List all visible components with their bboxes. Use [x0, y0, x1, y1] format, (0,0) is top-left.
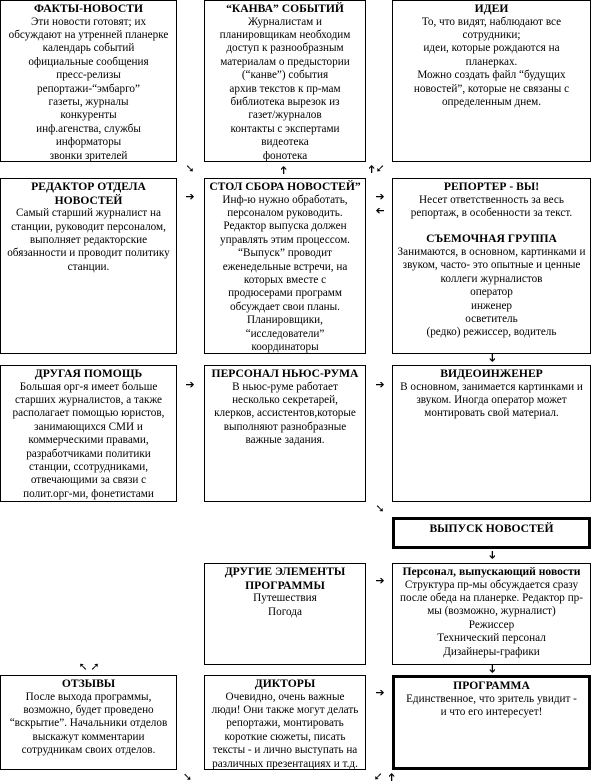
text-line: газеты, журналы	[48, 96, 129, 109]
text-line: монтировать свой материал.	[424, 407, 559, 420]
text-line: после обеда на планерке. Редактор пр-	[400, 592, 583, 604]
newsroom-box	[204, 365, 366, 502]
text-line: занимающихся СМИ и	[34, 420, 143, 433]
text-line: инженер	[470, 299, 513, 312]
text-line: библиотека вырезок из	[230, 96, 340, 109]
text-line: управлять этим процессом.	[220, 233, 350, 246]
release-box	[392, 517, 591, 549]
text-line: Большая орг-я имеет больше	[19, 380, 158, 393]
text-line: Можно создать файл “будущих	[417, 69, 566, 82]
text-line: фонотека	[262, 149, 308, 162]
feedback-lines	[3, 691, 174, 758]
video-box	[392, 365, 591, 502]
text-line: короткие сюжеты, писать	[224, 730, 346, 743]
text-line: старших журналистов, а также	[15, 394, 162, 406]
other-elements-box	[204, 563, 366, 665]
text-line: Эти новости готовят; их	[30, 15, 147, 28]
text-line: еженедельные встречи, на	[222, 260, 348, 273]
program-lines	[397, 693, 586, 720]
video-lines	[395, 381, 588, 421]
arrow-reporter-to-video-icon: ➔	[486, 353, 499, 363]
editor-lines	[3, 207, 174, 274]
text-line: То, что видят, наблюдают все	[421, 15, 562, 28]
text-line: Очевидно, очень важные	[225, 690, 345, 703]
text-line: возможно, будет проведено	[23, 704, 154, 716]
arrow-kanva-up-icon: ➔	[277, 165, 290, 175]
arrow-program-to-feedback-left-icon: ➘	[181, 772, 194, 782]
text-line: контакты с экспертами	[230, 122, 340, 135]
staff-box	[392, 563, 591, 665]
kanva-lines	[207, 16, 363, 162]
text-line: выскажут комментарии	[32, 730, 145, 743]
text-line: Технический персонал	[437, 632, 546, 645]
arrow-staff-to-program-icon: ➔	[486, 664, 499, 674]
crew-lines	[395, 246, 588, 340]
text-line: Несет ответственность за весь	[419, 193, 564, 206]
arrow-reporter-to-desk-icon: ➔	[375, 204, 385, 217]
text-line: обсуждают на утренней планерке	[8, 29, 169, 41]
other-help-lines	[3, 381, 174, 502]
text-line: сотрудники;	[462, 29, 521, 41]
program-box	[392, 675, 591, 770]
text-line: “исследователи”	[245, 327, 325, 340]
text-line: сотрудникам своих отделов.	[21, 744, 156, 757]
text-line: Дизайнеры-графики	[443, 645, 540, 658]
text-line: газет/журналов	[248, 109, 322, 122]
text-line: планерках.	[465, 55, 518, 68]
text-line: новостей”, которые не связаны с	[413, 82, 570, 95]
text-line: важные задания.	[245, 434, 325, 447]
facts-box	[0, 0, 177, 162]
editor-title-1: РЕДАКТОР ОТДЕЛА	[31, 180, 146, 193]
text-line: разработчиками политики	[26, 447, 151, 460]
text-line: клерков, ассистентов,которые	[214, 407, 356, 420]
newsroom-title: ПЕРСОНАЛ НЬЮС-РУМА	[211, 367, 359, 380]
text-line: Режиссер	[468, 618, 515, 631]
arrow-facts-to-desk-icon: ➘	[185, 162, 195, 175]
text-line: Самый старший журналист на	[16, 207, 161, 220]
text-line: звуком. Иногда оператор может	[416, 394, 567, 406]
text-line: После выхода программы,	[25, 690, 152, 703]
text-line: станции.	[67, 260, 110, 273]
text-line: мы (возможно, журналист)	[427, 605, 556, 618]
text-line: идеи, которые рождаются на	[423, 42, 560, 55]
text-line: официальные сообщения	[28, 55, 149, 68]
text-line: обязанности и проводит политику	[7, 247, 170, 260]
ideas-title: ИДЕИ	[474, 2, 509, 15]
facts-title: ФАКТЫ-НОВОСТИ	[33, 2, 144, 15]
arrow-bottom-up-icon: ➔	[385, 772, 398, 782]
text-line: доступ к разнообразным	[226, 42, 344, 55]
staff-title: Персонал, выпускающий новости	[402, 565, 581, 578]
text-line: Инф-ю нужно обработать,	[222, 193, 348, 206]
text-line: тексты - и лично выступать на	[212, 744, 358, 757]
desk-title: СТОЛ СБОРА НОВОСТЕЙ”	[209, 180, 361, 193]
editor-box	[0, 178, 177, 354]
text-line: персоналом руководить.	[227, 207, 343, 219]
text-line: (редко) режиссер, водитель	[426, 326, 557, 339]
facts-lines	[3, 16, 174, 162]
announcers-title: ДИКТОРЫ	[254, 677, 316, 690]
arrow-release-to-staff-icon: ➔	[486, 550, 499, 560]
text-line: конкуренты	[60, 109, 117, 122]
text-line: (“канве”) события	[241, 69, 329, 82]
text-line: видеотека	[261, 136, 309, 149]
text-line: обсуждает свои планы.	[230, 300, 340, 313]
text-line: пресс-релизы	[56, 69, 121, 82]
text-line: коммерческими правами,	[28, 434, 149, 447]
other-elements-title-1: ДРУГИЕ ЭЛЕМЕНТЫ	[224, 565, 346, 578]
arrow-elements-to-staff-icon: ➔	[375, 574, 385, 587]
text-line: станции, руководит персоналом,	[11, 220, 166, 233]
text-line: выполняет редакторские	[29, 234, 148, 246]
text-line: В основном, занимается картинками и	[400, 380, 583, 393]
other-elements-title-2: ПРОГРАММЫ	[245, 578, 325, 592]
arrow-kanva-up-left-icon: ➔	[365, 164, 378, 174]
text-line: “Выпуск” проводит	[238, 247, 332, 260]
text-line: Занимаются, в основном, картинками и	[397, 246, 586, 258]
text-line: отвечающими за связи с	[30, 474, 147, 487]
other-help-box	[0, 365, 177, 502]
text-line: Единственное, что зритель увидит -	[406, 692, 577, 705]
text-line: различных презентациях и т.д.	[212, 757, 358, 770]
arrow-ideas-to-desk-icon: ➘	[375, 162, 385, 175]
program-title: ПРОГРАММА	[453, 679, 530, 692]
arrow-feedback-up-left-icon: ➚	[78, 660, 88, 673]
feedback-box	[0, 675, 177, 770]
text-line: продюсерами программ	[228, 287, 342, 300]
text-line: “вскрытие”. Начальники отделов	[9, 717, 168, 730]
reporter-box	[392, 178, 591, 354]
text-line: Путешествия	[253, 592, 317, 605]
text-line: Журналистам и	[247, 15, 323, 28]
editor-title-2: НОВОСТЕЙ	[54, 193, 123, 207]
text-line: Планировщики,	[247, 314, 323, 327]
arrow-announcers-to-program-icon: ➔	[375, 686, 385, 699]
text-line: планировщикам необходим	[219, 29, 351, 41]
text-line: Редактор выпуска должен	[223, 220, 347, 233]
text-line: репортажи, монтировать	[226, 717, 344, 730]
other-help-title: ДРУГАЯ ПОМОЩЬ	[34, 367, 143, 380]
desk-lines	[207, 194, 363, 354]
arrow-help-to-newsroom-icon: ➔	[185, 378, 195, 391]
desk-box	[204, 178, 366, 354]
text-line: осветитель	[465, 313, 518, 326]
other-elements-lines	[207, 592, 363, 619]
arrow-editor-to-desk-icon: ➔	[185, 190, 195, 203]
ideas-lines	[395, 16, 588, 110]
arrow-desk-to-reporter-icon: ➔	[375, 190, 385, 203]
text-line: репортажи-“эмбарго”	[37, 82, 140, 95]
text-line: информаторы	[55, 136, 122, 149]
announcers-box	[204, 675, 366, 770]
ideas-box	[392, 0, 591, 162]
text-line: полит.орг-ми, фонетистами	[23, 487, 154, 500]
staff-lines	[395, 579, 588, 659]
announcers-lines	[207, 691, 363, 770]
arrow-to-release-icon: ➘	[375, 502, 385, 515]
text-line: архив текстов к пр-мам	[229, 82, 341, 95]
text-line: материалам о предыстории	[220, 55, 350, 68]
reporter-title: РЕПОРТЕР - ВЫ!	[443, 180, 540, 193]
release-title: ВЫПУСК НОВОСТЕЙ	[429, 522, 554, 535]
arrow-feedback-up-right-icon: ➚	[90, 660, 100, 673]
text-line: оператор	[470, 286, 513, 299]
text-line: звуком, часто- это опытные и ценные	[402, 259, 581, 272]
text-line: выполняют разнобразные	[223, 420, 347, 433]
text-line: располагает помощью юристов,	[12, 407, 165, 420]
crew-title: СЪЕМОЧНАЯ ГРУППА	[426, 232, 557, 246]
arrow-newsroom-to-video-icon: ➔	[375, 378, 385, 391]
text-line: координаторы	[251, 341, 319, 354]
feedback-title: ОТЗЫВЫ	[61, 677, 116, 690]
text-line: репортаж, в особенности за текст.	[410, 207, 573, 219]
text-line: Структура пр-мы обсуждается сразу	[404, 578, 579, 591]
video-title: ВИДЕОИНЖЕНЕР	[440, 367, 543, 380]
arrow-program-to-feedback-right-icon: ➘	[373, 770, 383, 783]
reporter-lines	[395, 194, 588, 221]
text-line: несколько секретарей,	[232, 394, 338, 406]
text-line: коллеги журналистов	[440, 272, 543, 285]
kanva-title: “КАНВА” СОБЫТИЙ	[226, 2, 344, 15]
text-line: инф.агенства, службы	[36, 122, 141, 135]
text-line: которых вместе с	[243, 274, 327, 287]
text-line: Погода	[268, 605, 302, 618]
text-line: и что его интересует!	[440, 706, 543, 718]
text-line: В ньюс-руме работает	[232, 380, 338, 393]
kanva-box	[204, 0, 366, 162]
text-line: звонки зрителей	[49, 149, 128, 162]
text-line: определенным днем.	[441, 96, 542, 109]
text-line: станции, ссотрудниками,	[29, 461, 148, 474]
text-line: люди! Они также могут делать	[211, 704, 359, 716]
text-line: календарь событий	[42, 42, 135, 55]
newsroom-lines	[207, 381, 363, 448]
